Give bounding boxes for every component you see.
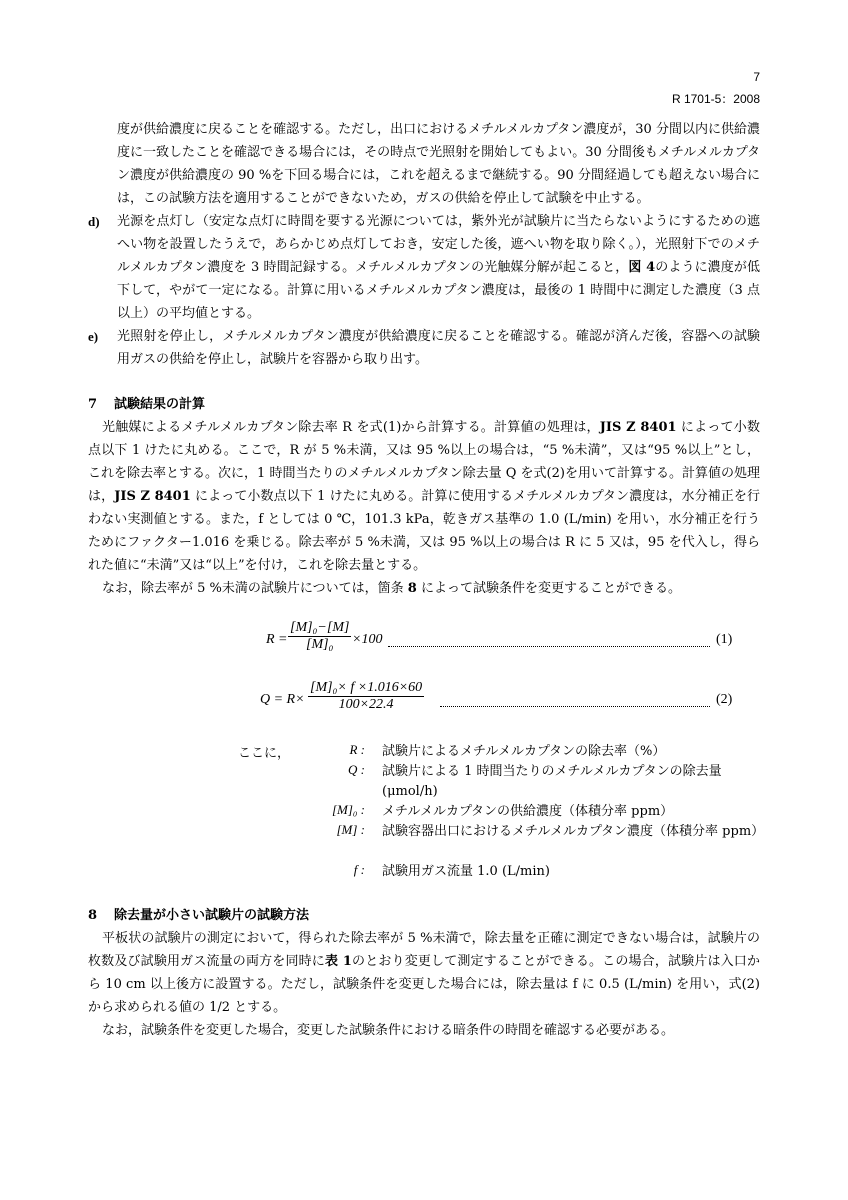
s7p1-text-a: 光触媒によるメチルメルカプタン除去率 R を式(1)から計算する。計算値の処理は， [102, 420, 600, 435]
definition-symbol: [M] : [336, 822, 365, 837]
definition-symbol: Q : [348, 762, 365, 777]
where-heading: ここに， [238, 746, 291, 761]
list-item-e [88, 325, 760, 371]
page-number: 7 [753, 70, 760, 84]
item-d-text-a: 光源を点灯し（安定な点灯に時間を要する光源については，紫外光が試験片に当たらないようにするための遮へい物を設置したうえで，あらかじめ点灯しておき，安定した後，遮へい物を取り除く。），光照射下でのメチルメルカプタン濃度を 3 時間記録する。メチルメルカプタンの光触媒分解が起こると， [117, 214, 760, 275]
formula-1-denominator: [M]₀ [306, 637, 334, 652]
definition-text: 試験片による 1 時間当たりのメチルメルカプタンの除去量 (μmol/h) [382, 764, 722, 799]
item-d-text-b: のように濃度が低下して，やがて一定になる。計算に用いるメチルメルカプタン濃度は，最後の 1 時間中に測定した濃度（3 点以上）の平均値とする。 [117, 260, 760, 321]
s8p1-text-c: のとおり変更して測定することができる。この場合，試験片は入口から 10 cm 以上後方に設置する。ただし，試験条件を変更した場合には，除去量は f に 0.5 (L/min) を用い，式(2)から求められる値の 1/2 とする。 [88, 954, 760, 1015]
standard-id: R 1701-5：2008 [671, 92, 760, 106]
section-8-number: 8 [88, 908, 98, 923]
list-marker-e: e) [88, 329, 99, 344]
page-body [88, 118, 765, 1042]
formula-1-leader [388, 646, 710, 647]
definition-text: 試験用ガス流量 1.0 (L/min) [382, 864, 550, 879]
formula-1-numerator: [M]₀−[M] [290, 620, 350, 635]
section-7-paragraph-1 [88, 416, 760, 577]
s7p2-text-a: なお，除去率が 5 %未満の試験片については，箇条 [102, 581, 408, 596]
s7p1-text-c: によって小数点以下 1 けたに丸める。ここで，R が 5 %未満，又は 95 %以上の場合は，“5 %未満”，又は“95 %以上”とし，これを除去率とする。次に，1 時間当たりのメチルメルカプタン除去量 Q を式(2)を用いて計算する。計算値の処理は， [88, 420, 760, 504]
formula-1-lhs: R = [266, 632, 288, 647]
s8p1-text-a: 平板状の試験片の測定において，得られた除去率が 5 %未満で，除去量を正確に測定できない場合は，試験片の枚数及び試験用ガス流量の両方を同時に [88, 931, 760, 969]
formula-2-lhs: Q = R× [260, 692, 305, 707]
formula-1-rhs: ×100 [352, 632, 383, 647]
formulas [88, 620, 760, 738]
definition-symbol: [M]₀ : [331, 802, 365, 817]
formula-2-fraction [308, 680, 424, 713]
definition-row [88, 822, 765, 862]
definition-text: 試験容器出口におけるメチルメルカプタン濃度（体積分率 ppm） [382, 824, 765, 839]
continued-paragraph: 度が供給濃度に戻ることを確認する。ただし，出口におけるメチルメルカプタン濃度が，30 分間以内に供給濃度に一致したことを確認できる場合には，その時点で光照射を開始してもよい。30 分間後もメチルメルカプタン濃度が供給濃度の 90 %を下回る場合には，これを超えるまで継続する。90 分間経過しても超えない場合には，この試験方法を適用することができないため，ガスの供給を停止して試験を中止する。 [117, 122, 760, 206]
figure-4-reference: 図 4 [628, 260, 656, 275]
list-marker-d: d) [88, 214, 100, 229]
jis-reference-1: JIS Z 8401 [599, 420, 677, 435]
formula-2-numerator: [M]₀× f ×1.016×60 [310, 680, 423, 695]
section-7-heading [88, 393, 760, 416]
definition-row [88, 742, 760, 762]
table-1-reference: 表 1 [324, 954, 352, 969]
formula-2-denominator: 100×22.4 [338, 697, 394, 712]
section-7-number: 7 [88, 397, 98, 412]
section-8-heading [88, 904, 760, 927]
clause-8-reference: 8 [407, 581, 417, 596]
definition-text: 試験片によるメチルメルカプタンの除去率（%） [382, 744, 666, 759]
section-8-paragraph-2: なお，試験条件を変更した場合，変更した試験条件における暗条件の時間を確認する必要がある。 [102, 1023, 675, 1038]
formula-1-number: (1) [716, 632, 733, 647]
list-item-d [88, 210, 760, 325]
section-7-title: 試験結果の計算 [114, 397, 206, 412]
definition-text: メチルメルカプタンの供給濃度（体積分率 ppm） [382, 804, 674, 819]
formula-2-number: (2) [716, 692, 733, 707]
definition-row [88, 862, 760, 882]
formula-1-fraction [288, 620, 351, 653]
definition-symbol: R : [349, 742, 365, 757]
section-7-paragraph-2 [88, 577, 760, 600]
item-e-text: 光照射を停止し，メチルメルカプタン濃度が供給濃度に戻ることを確認する。確認が済んだ後，容器への試験用ガスの供給を停止し，試験片を容器から取り出す。 [117, 329, 760, 367]
section-8-title: 除去量が小さい試験片の試験方法 [114, 908, 310, 923]
definition-symbol: f : [353, 862, 365, 877]
formula-2-leader [440, 706, 710, 707]
symbol-definitions [88, 742, 765, 882]
jis-reference-2: JIS Z 8401 [114, 489, 191, 504]
s7p1-text-d: によって小数点以下 1 けたに丸める。計算に使用するメチルメルカプタン濃度は，水分補正を行わない実測値とする。また，f としては 0 ℃，101.3 kPa，乾きガス基準の 1.0 (L/min) を用い，水分補正を行うためにファクター1.016 を乗じる。除去率が 5 %未満，又は 95 %以上の場合は R に 5 又は，95 を代入し，得られた値に“未満”又は“以上”を付け，これを除去量とする。 [88, 489, 761, 573]
definition-row [88, 802, 760, 822]
s7p2-text-c: によって試験条件を変更することができる。 [416, 581, 681, 596]
definition-row [88, 762, 760, 802]
section-8-paragraph-1 [88, 927, 760, 1019]
